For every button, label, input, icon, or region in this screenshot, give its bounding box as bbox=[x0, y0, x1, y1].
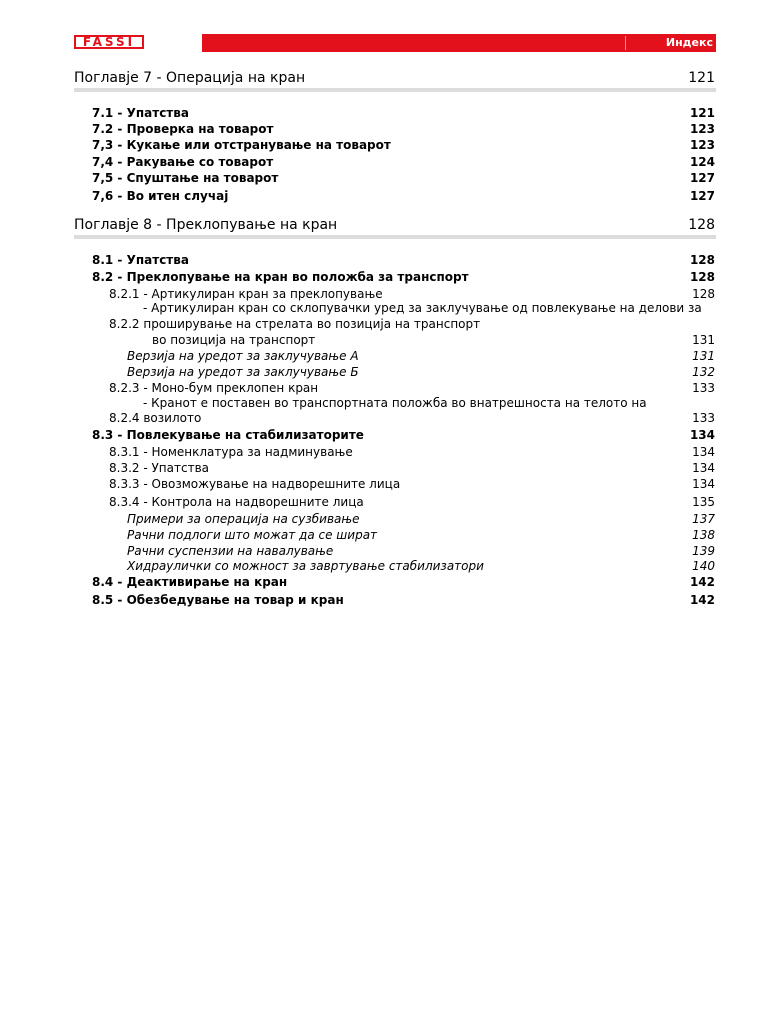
toc-entry[interactable]: 8.5 - Обезбедување на товар и кран bbox=[92, 593, 344, 607]
section-label: Индекс bbox=[665, 36, 713, 49]
toc-page: 142 bbox=[689, 575, 715, 589]
toc-page: 133 bbox=[692, 381, 715, 395]
chapter-7-rule bbox=[74, 88, 716, 92]
toc-entry[interactable]: 8.2.4 возилото bbox=[109, 411, 202, 425]
toc-entry[interactable]: - Кранот е поставен во транспортната положба во внатрешноста на телото на bbox=[143, 396, 647, 410]
toc-entry[interactable]: 8.3.1 - Номенклатура за надминување bbox=[109, 445, 353, 459]
toc-entry[interactable]: - Артикулиран кран со склопувачки уред за заклучување од повлекување на делови за bbox=[143, 301, 702, 315]
toc-entry[interactable]: 7.1 - Упатства bbox=[92, 106, 189, 120]
toc-page: 131 bbox=[692, 333, 715, 347]
toc-entry[interactable]: 8.2 - Преклопување на кран во положба за транспорт bbox=[92, 270, 469, 284]
logo-area bbox=[74, 34, 202, 52]
toc-page: 138 bbox=[692, 528, 715, 542]
toc-entry[interactable]: 8.2.2 проширување на стрелата во позиција на транспорт bbox=[109, 317, 481, 331]
toc-entry[interactable]: 7,5 - Спуштање на товарот bbox=[92, 171, 279, 185]
toc-page: 124 bbox=[689, 155, 715, 169]
toc-page: 142 bbox=[689, 593, 715, 607]
toc-entry[interactable]: 7.2 - Проверка на товарот bbox=[92, 122, 274, 136]
chapter-7-title: Поглавје 7 - Операција на кран bbox=[74, 70, 306, 86]
toc-page: 134 bbox=[689, 428, 715, 442]
toc-page: 134 bbox=[692, 461, 715, 475]
toc-entry[interactable]: 8.3.2 - Упатства bbox=[109, 461, 210, 475]
toc-page: 127 bbox=[689, 189, 715, 203]
header-bar bbox=[74, 34, 716, 52]
toc-entry[interactable]: 7,3 - Кукање или отстранување на товарот bbox=[92, 138, 391, 152]
toc-page: 128 bbox=[689, 253, 715, 267]
toc-page: 131 bbox=[692, 349, 715, 363]
toc-entry[interactable]: 8.4 - Деактивирање на кран bbox=[92, 575, 288, 589]
toc-entry[interactable]: 7,6 - Во итен случај bbox=[92, 189, 229, 203]
toc-page: 123 bbox=[689, 138, 715, 152]
toc-entry[interactable]: 8.2.3 - Моно-бум преклопен кран bbox=[109, 381, 319, 395]
toc-entry[interactable]: 8.1 - Упатства bbox=[92, 253, 189, 267]
toc-page: 132 bbox=[692, 365, 715, 379]
toc-entry[interactable]: во позиција на транспорт bbox=[152, 333, 316, 347]
toc-page: 123 bbox=[689, 122, 715, 136]
chapter-8-rule bbox=[74, 235, 716, 239]
toc-page: 137 bbox=[692, 512, 715, 526]
toc-page: 121 bbox=[689, 106, 715, 120]
toc-page: 140 bbox=[692, 559, 715, 573]
toc-page: 128 bbox=[689, 270, 715, 284]
toc-entry[interactable]: 8.3 - Повлекување на стабилизаторите bbox=[92, 428, 364, 442]
toc-page: 134 bbox=[692, 445, 715, 459]
fassi-logo: FASSI bbox=[74, 35, 144, 49]
toc-entry[interactable]: Верзија на уредот за заклучување А bbox=[127, 349, 359, 363]
toc-page: 134 bbox=[692, 477, 715, 491]
toc-entry[interactable]: 8.2.1 - Артикулиран кран за преклопување bbox=[109, 287, 383, 301]
chapter-8-title: Поглавје 8 - Преклопување на кран bbox=[74, 217, 338, 233]
toc-entry[interactable]: Рачни подлоги што можат да се шират bbox=[127, 528, 378, 542]
toc-page: 128 bbox=[692, 287, 715, 301]
toc-entry[interactable]: 8.3.3 - Овозможување на надворешните лица bbox=[109, 477, 401, 491]
toc-entry[interactable]: Примери за операција на сузбивање bbox=[127, 512, 360, 526]
chapter-8-page: 128 bbox=[688, 217, 715, 233]
toc-page: 135 bbox=[692, 495, 715, 509]
toc-entry[interactable]: Рачни суспензии на навалување bbox=[127, 544, 334, 558]
toc-entry[interactable]: 7,4 - Ракување со товарот bbox=[92, 155, 274, 169]
chapter-7-page: 121 bbox=[688, 70, 715, 86]
toc-page: 127 bbox=[689, 171, 715, 185]
toc-page: 133 bbox=[692, 411, 715, 425]
toc-page: 139 bbox=[692, 544, 715, 558]
header-divider bbox=[625, 36, 626, 50]
toc-entry[interactable]: Хидраулички со можност за завртување стабилизатори bbox=[127, 559, 484, 573]
toc-entry[interactable]: 8.3.4 - Контрола на надворешните лица bbox=[109, 495, 364, 509]
toc-entry[interactable]: Верзија на уредот за заклучување Б bbox=[127, 365, 359, 379]
